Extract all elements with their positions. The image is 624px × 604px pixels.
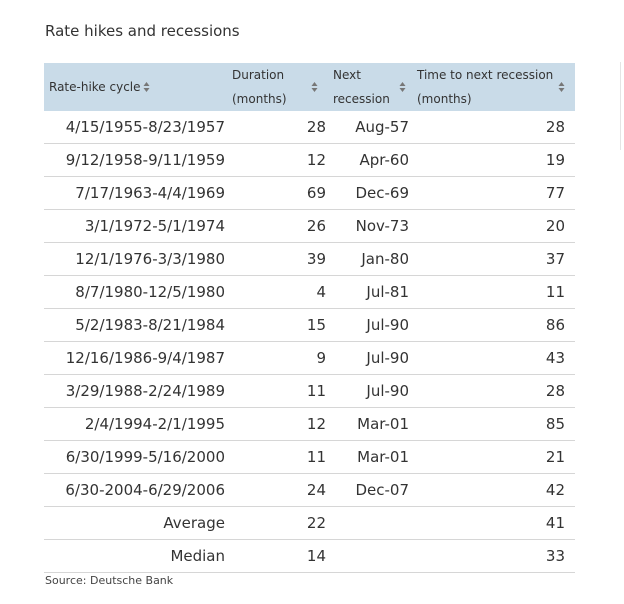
table-row xyxy=(44,144,575,177)
cell-duration: 11 xyxy=(227,375,328,408)
table-row xyxy=(44,309,575,342)
cell-next-recession: Jul-81 xyxy=(328,276,412,309)
cell-next-recession: Mar-01 xyxy=(328,441,412,474)
sort-up-down-icon[interactable] xyxy=(143,81,150,93)
sort-up-down-icon[interactable] xyxy=(311,81,318,93)
cell-rate-hike-cycle: 6/30-2004-6/29/2006 xyxy=(44,474,227,507)
table-row xyxy=(44,210,575,243)
cell-duration: 28 xyxy=(227,111,328,144)
cell-next-recession: Jul-90 xyxy=(328,375,412,408)
column-header-label: recession xyxy=(333,92,390,106)
cell-duration: 26 xyxy=(227,210,328,243)
cell-duration: 22 xyxy=(227,507,328,540)
cell-rate-hike-cycle: 7/17/1963-4/4/1969 xyxy=(44,177,227,210)
cell-time-to-next-recession: 42 xyxy=(412,474,575,507)
table-header-row xyxy=(44,63,575,111)
cell-duration: 12 xyxy=(227,144,328,177)
cell-time-to-next-recession: 28 xyxy=(412,375,575,408)
column-header-label: (months) xyxy=(417,92,472,106)
column-header-time-to-next-recession[interactable] xyxy=(412,63,575,111)
cell-duration: 24 xyxy=(227,474,328,507)
cell-rate-hike-cycle: 6/30/1999-5/16/2000 xyxy=(44,441,227,474)
table-title: Rate hikes and recessions xyxy=(45,22,240,40)
cell-duration: 4 xyxy=(227,276,328,309)
cell-rate-hike-cycle: Median xyxy=(44,540,227,573)
cell-time-to-next-recession: 33 xyxy=(412,540,575,573)
cell-rate-hike-cycle: 12/16/1986-9/4/1987 xyxy=(44,342,227,375)
cell-time-to-next-recession: 19 xyxy=(412,144,575,177)
cell-time-to-next-recession: 43 xyxy=(412,342,575,375)
cell-next-recession xyxy=(328,540,412,573)
cell-rate-hike-cycle: 4/15/1955-8/23/1957 xyxy=(44,111,227,144)
cell-duration: 11 xyxy=(227,441,328,474)
source-note: Source: Deutsche Bank xyxy=(45,574,174,587)
cell-next-recession: Jan-80 xyxy=(328,243,412,276)
cell-next-recession: Aug-57 xyxy=(328,111,412,144)
cell-rate-hike-cycle: 8/7/1980-12/5/1980 xyxy=(44,276,227,309)
column-header-rate-hike-cycle[interactable] xyxy=(44,63,227,111)
sort-up-down-icon[interactable] xyxy=(558,81,565,93)
cell-next-recession: Nov-73 xyxy=(328,210,412,243)
table-row xyxy=(44,441,575,474)
table-row xyxy=(44,276,575,309)
cell-next-recession: Apr-60 xyxy=(328,144,412,177)
scrollbar-track[interactable] xyxy=(620,62,621,150)
column-header-label: (months) xyxy=(232,92,287,106)
cell-time-to-next-recession: 85 xyxy=(412,408,575,441)
cell-duration: 69 xyxy=(227,177,328,210)
table-row xyxy=(44,177,575,210)
cell-next-recession: Mar-01 xyxy=(328,408,412,441)
table-row xyxy=(44,408,575,441)
cell-time-to-next-recession: 86 xyxy=(412,309,575,342)
column-header-label: Time to next recession xyxy=(417,68,554,82)
cell-next-recession xyxy=(328,507,412,540)
column-header-next-recession[interactable] xyxy=(328,63,412,111)
cell-rate-hike-cycle: 3/29/1988-2/24/1989 xyxy=(44,375,227,408)
cell-rate-hike-cycle: 12/1/1976-3/3/1980 xyxy=(44,243,227,276)
rate-hikes-table xyxy=(44,63,575,573)
table-row-median xyxy=(44,540,575,573)
column-header-duration[interactable] xyxy=(227,63,328,111)
cell-rate-hike-cycle: Average xyxy=(44,507,227,540)
cell-rate-hike-cycle: 9/12/1958-9/11/1959 xyxy=(44,144,227,177)
cell-time-to-next-recession: 28 xyxy=(412,111,575,144)
cell-duration: 15 xyxy=(227,309,328,342)
cell-duration: 9 xyxy=(227,342,328,375)
table-row xyxy=(44,111,575,144)
cell-next-recession: Dec-07 xyxy=(328,474,412,507)
cell-next-recession: Dec-69 xyxy=(328,177,412,210)
table-row xyxy=(44,243,575,276)
cell-duration: 12 xyxy=(227,408,328,441)
cell-next-recession: Jul-90 xyxy=(328,342,412,375)
cell-time-to-next-recession: 37 xyxy=(412,243,575,276)
cell-rate-hike-cycle: 5/2/1983-8/21/1984 xyxy=(44,309,227,342)
cell-duration: 39 xyxy=(227,243,328,276)
cell-time-to-next-recession: 77 xyxy=(412,177,575,210)
cell-time-to-next-recession: 20 xyxy=(412,210,575,243)
table-row xyxy=(44,474,575,507)
sort-up-down-icon[interactable] xyxy=(399,81,406,93)
cell-time-to-next-recession: 11 xyxy=(412,276,575,309)
table-row-average xyxy=(44,507,575,540)
cell-time-to-next-recession: 41 xyxy=(412,507,575,540)
cell-rate-hike-cycle: 3/1/1972-5/1/1974 xyxy=(44,210,227,243)
cell-rate-hike-cycle: 2/4/1994-2/1/1995 xyxy=(44,408,227,441)
cell-duration: 14 xyxy=(227,540,328,573)
column-header-label: Next xyxy=(333,68,361,82)
cell-next-recession: Jul-90 xyxy=(328,309,412,342)
column-header-label: Rate-hike cycle xyxy=(49,79,141,94)
table-row xyxy=(44,375,575,408)
cell-time-to-next-recession: 21 xyxy=(412,441,575,474)
column-header-label: Duration xyxy=(232,68,285,82)
table-row xyxy=(44,342,575,375)
